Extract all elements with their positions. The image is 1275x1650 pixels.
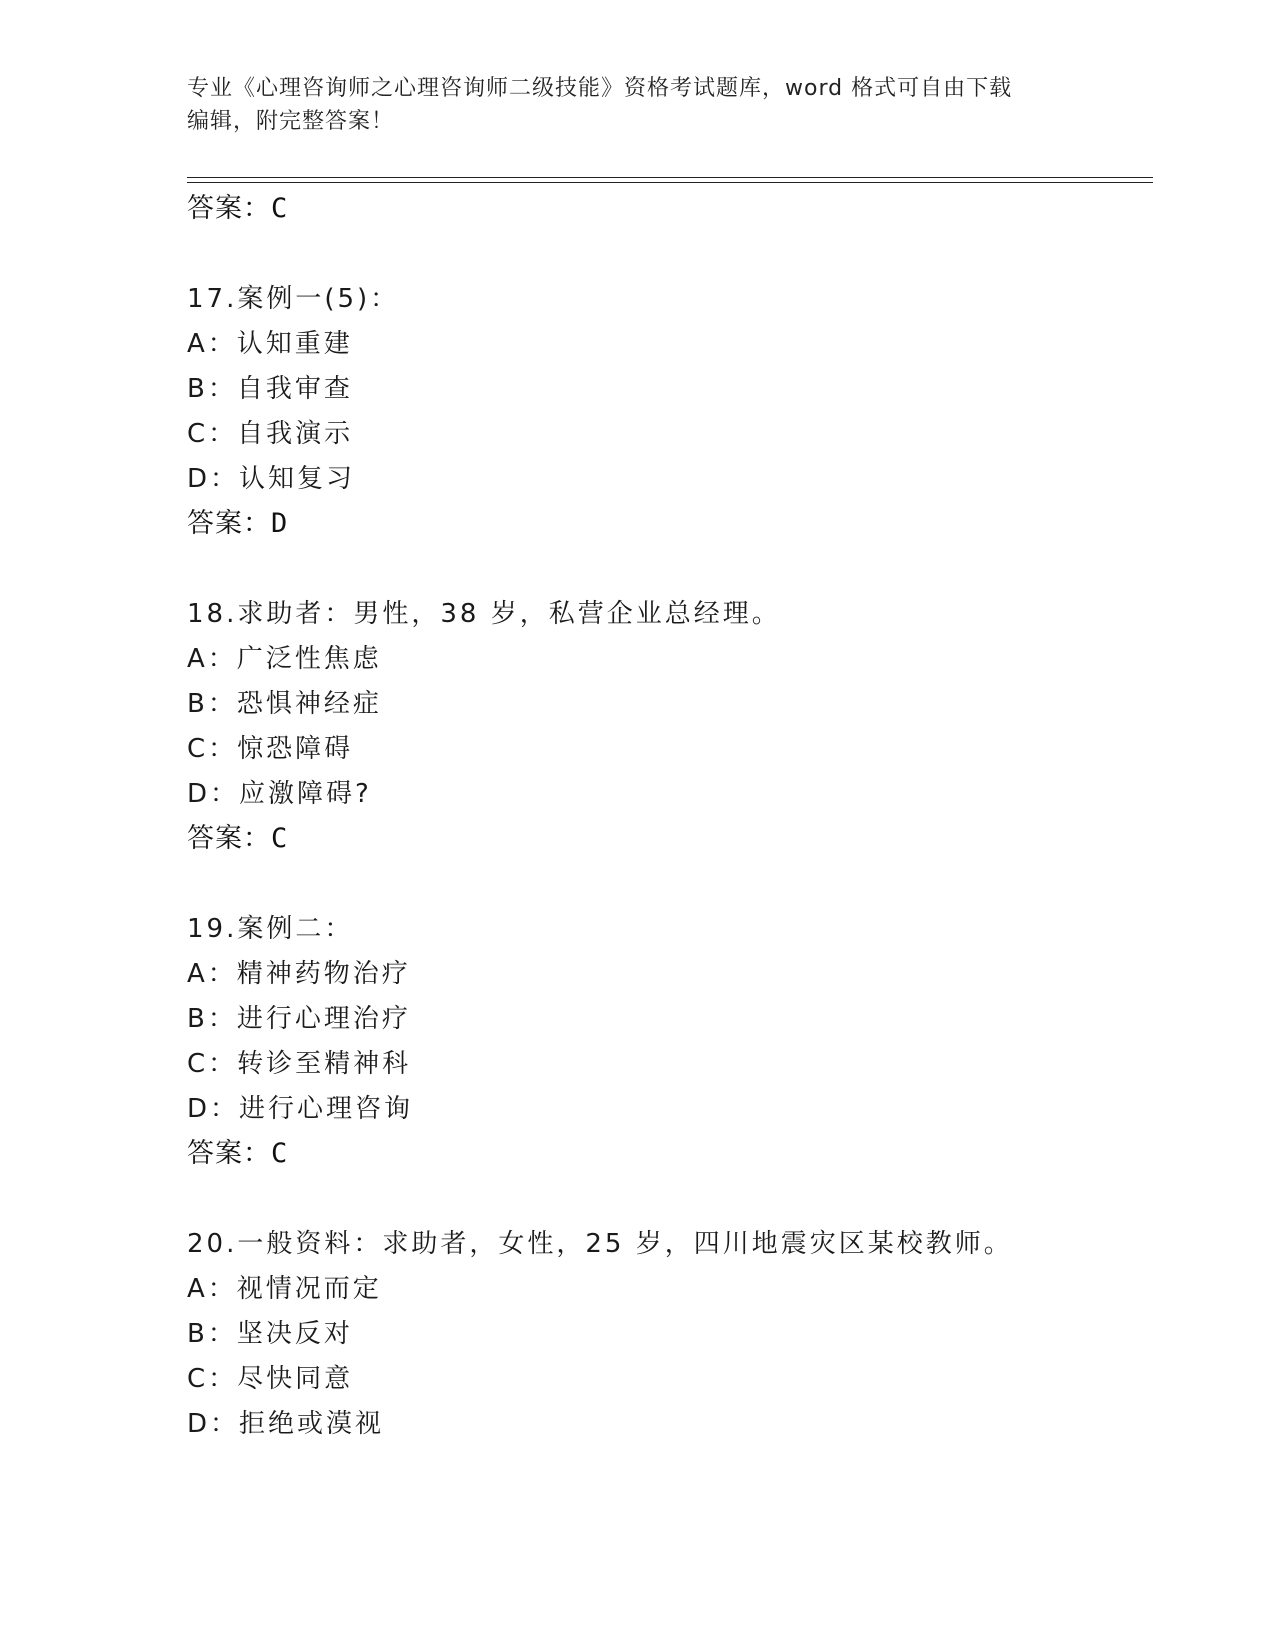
header-line-1: 专业《心理咨询师之心理咨询师二级技能》资格考试题库，word 格式可自由下载: [187, 76, 1013, 101]
option-c: C：尽快同意: [187, 1364, 354, 1394]
question-stem: 19.案例二：: [187, 914, 354, 944]
option-d: D：拒绝或漠视: [187, 1409, 385, 1439]
answer-value: D: [271, 508, 289, 539]
answer-label: 答案：: [187, 1138, 271, 1169]
header-line-2: 编辑，附完整答案！: [187, 109, 395, 134]
option-a: A：精神药物治疗: [187, 959, 411, 989]
answer-line: [187, 507, 288, 541]
question-stem: 20.一般资料：求助者，女性，25 岁，四川地震灾区某校教师。: [187, 1229, 1013, 1259]
option-a: A：认知重建: [187, 329, 353, 359]
option-a: A：视情况而定: [187, 1274, 382, 1304]
option-b: B：恐惧神经症: [187, 689, 382, 719]
answer-value: C: [271, 193, 289, 224]
answer-line: [187, 192, 288, 226]
header-rule-top: [187, 177, 1153, 178]
answer-label: 答案：: [187, 508, 271, 539]
answer-value: C: [271, 1138, 289, 1169]
question-stem: 17.案例一(5)：: [187, 284, 400, 314]
option-c: C：惊恐障碍: [187, 734, 354, 764]
option-c: C：自我演示: [187, 419, 354, 449]
option-c: C：转诊至精神科: [187, 1049, 412, 1079]
answer-label: 答案：: [187, 193, 271, 224]
option-a: A：广泛性焦虑: [187, 644, 382, 674]
header-rule-bottom: [187, 182, 1153, 183]
option-d: D：认知复习: [187, 464, 356, 494]
option-d: D：进行心理咨询: [187, 1094, 414, 1124]
answer-line: [187, 822, 288, 856]
document-header: [187, 72, 1087, 138]
option-d: D：应激障碍?: [187, 779, 372, 809]
answer-line: [187, 1137, 288, 1171]
option-b: B：坚决反对: [187, 1319, 353, 1349]
option-b: B：自我审查: [187, 374, 353, 404]
question-stem: 18.求助者：男性，38 岁，私营企业总经理。: [187, 599, 781, 629]
answer-value: C: [271, 823, 289, 854]
answer-label: 答案：: [187, 823, 271, 854]
option-b: B：进行心理治疗: [187, 1004, 411, 1034]
